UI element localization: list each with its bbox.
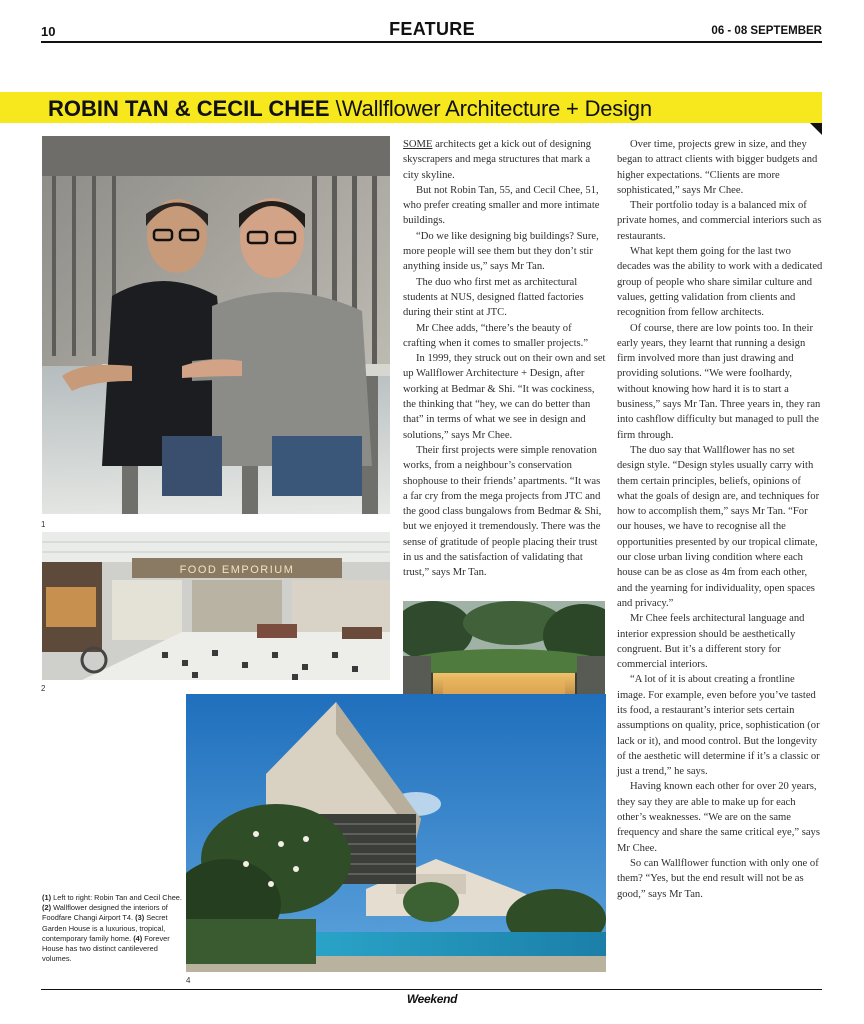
photo-number-1: 1 xyxy=(41,520,46,529)
article-paragraph: In 1999, they struck out on their own and set up Wallflower Architecture + Design, after working at Bedmar & Shi. “It was cockiness, the thinking that “hey, we can do better than that” in terms of what we see in design and solutions,” says Mr Chee. xyxy=(403,353,606,441)
article-paragraph: But not Robin Tan, 55, and Cecil Chee, 51, who prefer creating smaller and more intimate buildings. xyxy=(403,184,600,227)
section-title: FEATURE xyxy=(389,19,475,39)
article-column-2 xyxy=(617,137,823,902)
article-column-1 xyxy=(403,137,607,581)
footer-rule xyxy=(41,989,822,990)
article-paragraph: What kept them going for the last two decades was the ability to work with a dedicated group of people who share similar culture and values, getting validation from clients and recognition from fellow architects. xyxy=(617,246,823,319)
caption-num-2: (2) xyxy=(42,903,52,913)
photo-forever-house xyxy=(186,694,606,972)
banner-corner-mark xyxy=(810,123,822,135)
forever-house-illustration xyxy=(186,694,606,972)
caption-num-1: (1) xyxy=(42,893,52,902)
photo-caption xyxy=(42,893,182,964)
article-paragraph: Their portfolio today is a balanced mix of private homes, and commercial interiors such as restaurants. xyxy=(617,200,822,242)
article-paragraph: SOME architects get a kick out of designing skyscrapers and mega structures that mark a city skyline. xyxy=(403,139,592,181)
issue-date: 06 - 08 SEPTEMBER xyxy=(711,25,822,37)
article-paragraph: Having known each other for over 20 years, they say they are able to make up for each other’s weaknesses. “We are on the same frequency and share the same critical eye,” says Mr Chee. xyxy=(617,781,820,854)
header-rule xyxy=(41,41,822,43)
photo-portrait xyxy=(42,136,390,514)
caption-text-4: Forever House has two distinct cantilevered volumes. xyxy=(42,933,170,964)
food-emporium-illustration xyxy=(42,532,390,680)
photo-number-2: 2 xyxy=(41,684,46,693)
footer-brand-logo: Weekend xyxy=(406,992,458,1006)
portrait-illustration xyxy=(42,136,390,514)
headline-separator: \ xyxy=(335,96,342,121)
article-paragraph: Over time, projects grew in size, and they began to attract clients with bigger budgets and higher expectations. “Clients are more sophisticated,” says Mr Chee. xyxy=(617,139,818,196)
article-paragraph: Mr Chee adds, “there’s the beauty of crafting when it comes to smaller projects.” xyxy=(403,322,589,349)
article-paragraph: Of course, there are low points too. In their early years, they learnt that running a design firm involved more than just drawing and providing solutions. “We were foolhardy, without knowing how hard it is to start a business,” says Mr Tan. Three years in, they ran into cashflow difficulty but managed to pull the firm through. xyxy=(617,322,821,441)
article-lead-word: SOME xyxy=(403,139,433,150)
caption-text-2: Wallflower designed the interiors of Foodfare Changi Airport T4. xyxy=(42,903,168,923)
caption-text-3: Secret Garden House is a luxurious, tropical, contemporary family home. xyxy=(42,913,168,943)
caption-text-1: Left to right: Robin Tan and Cecil Chee. xyxy=(51,893,182,902)
headline-firm: Wallflower Architecture + Design xyxy=(341,96,652,121)
article-paragraph: “A lot of it is about creating a frontline image. For example, even before you’ve tasted its food, a restaurant’s interior sets certain assumptions on quality, price, sophistication (or lack or it), and mood control. But the longevity of the aesthetic will determine if it’s a classic or just a trend,” he says. xyxy=(617,674,820,778)
photo-food-emporium xyxy=(42,532,390,680)
headline-names: ROBIN TAN & CECIL CHEE xyxy=(48,96,330,121)
food-emporium-sign: FOOD EMPORIUM xyxy=(179,564,295,576)
article-paragraph: Mr Chee feels architectural language and interior expression should be aesthetically congruent. But it’s a different story for commercial interiors. xyxy=(617,613,805,671)
page-number: 10 xyxy=(41,24,56,39)
article-paragraph: The duo say that Wallflower has no set design style. “Design styles usually carry with them certain principles, beliefs, opinions of what the goals of design are, and techniques for how to accomplish them,” says Mr Tan. “For our houses, we have to recognise all the opportunities presented by our tropical climate, our close urban living condition where each house can be as close as 4m from each other, and the yearning for individuality, open spaces and privacy.” xyxy=(617,444,820,609)
article-paragraph: Their first projects were simple renovation works, from a neighbour’s conservation shophouse to their friends’ apartments. “It was a far cry from the mega projects from JTC and the good class bungalows from Bedmar & Shi, but we enjoyed it tremendously. There was the sense of gratitude of people placing their trust in us and the satisfaction of validating that trust,” says Mr Tan. xyxy=(403,444,602,579)
article-paragraph: So can Wallflower function with only one of them? “Yes, but the end result will not be as good,” says Mr Tan. xyxy=(617,857,819,900)
photo-number-4: 4 xyxy=(186,976,191,985)
headline xyxy=(48,96,652,122)
caption-num-3: (3) xyxy=(135,913,145,923)
caption-num-4: (4) xyxy=(133,933,143,943)
article-paragraph: “Do we like designing big buildings? Sure, more people will see them but they don’t stir anything inside us,” says Mr Tan. xyxy=(403,230,599,273)
article-paragraph: The duo who first met as architectural students at NUS, designed flatted factories during their stint at JTC. xyxy=(403,276,584,319)
